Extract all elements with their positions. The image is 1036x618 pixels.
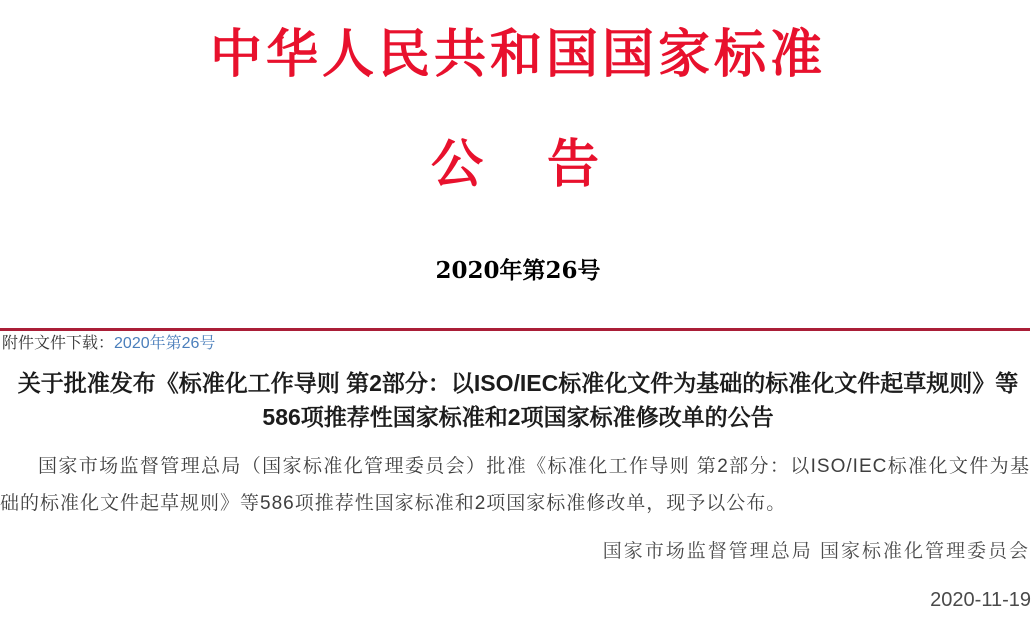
attachment-label: 附件文件下载：: [2, 335, 115, 352]
issuing-authority-signature: 国家市场监督管理总局 国家标准化管理委员会: [602, 541, 1030, 562]
notice-title-line-1: 关于批准发布《标准化工作导则 第2部分：以ISO/IEC标准化文件为基础的标准化文件起草规则》等: [17, 370, 1019, 396]
masthead-title: 中华人民共和国国家标准: [209, 24, 826, 85]
notice-body-paragraph: 国家市场监督管理总局（国家标准化管理委员会）批准《标准化工作导则 第2部分：以ISO/IEC标准化文件为基础的标准化文件起草规则》等586项推荐性国家标准和2项国家标准修改单，现予以公布。: [0, 456, 1030, 514]
attachment-bar: [0, 328, 1030, 358]
notice-date: 2020-11-19: [930, 589, 1031, 611]
notice-title: [0, 366, 1036, 434]
issue-number: 2020年第26号: [435, 257, 601, 284]
announcement-subtitle: 公 告: [430, 134, 605, 195]
attachment-download-link[interactable]: 2020年第26号: [114, 335, 216, 352]
notice-title-line-2: 586项推荐性国家标准和2项国家标准修改单的公告: [262, 404, 774, 430]
